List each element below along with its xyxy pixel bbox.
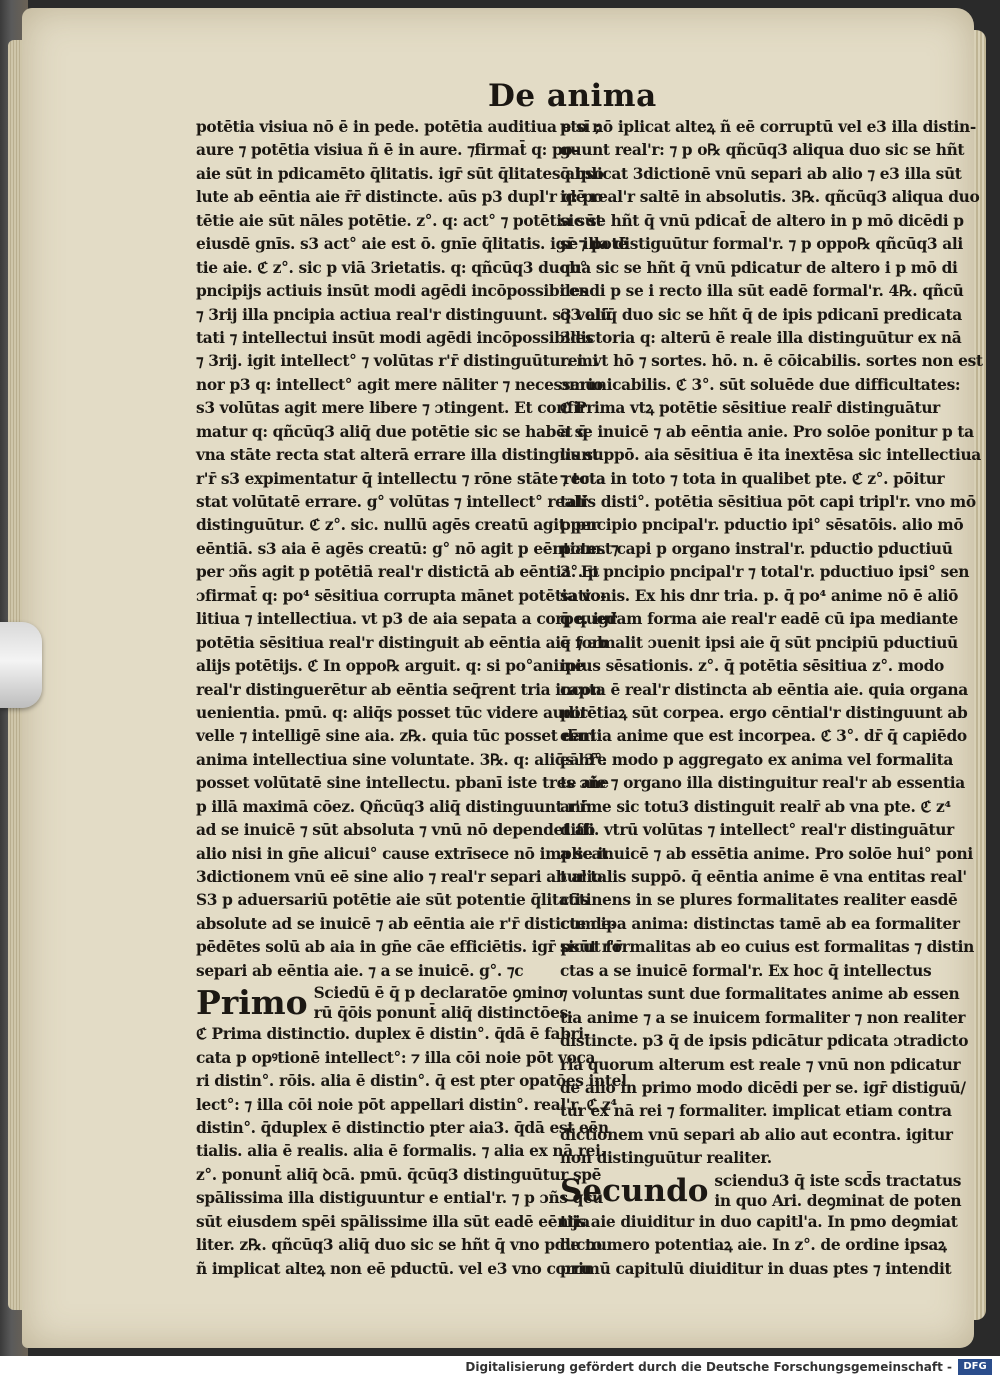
text-line: matur q: qñcūq3 aliq̄ due potētie sic se habēt q̄ — [196, 422, 588, 441]
text-line: capta ē real'r distincta ab eēntia aie. quia organa — [560, 680, 968, 699]
text-line: ria quorum alterum est reale ⁊ vnū non pdicatur — [560, 1055, 961, 1074]
text-line: anime sic totu3 distinguit realr̄ ab vna pte. ℭ z⁴ — [560, 797, 951, 816]
text-line: lis suppō. aia sēsitiua ē ita inextēsa sic intellectiua — [560, 446, 981, 465]
text-line: anima intellectiua sine voluntate. 3℞. q: aliq̄s hr̄e — [196, 750, 607, 769]
primo-initial-word: Primo — [196, 983, 308, 1023]
text-line: ⁊ tota in toto ⁊ tota in qualibet pte. ℭ z°. pōitur — [560, 469, 945, 488]
running-head: De anima — [488, 78, 657, 114]
text-line: eā 3°. modo p aggregato ex anima vel formalita — [560, 750, 953, 769]
text-line: ɔmunicabilis. ℭ 3°. sūt soluēde due difficultates: — [560, 375, 961, 394]
text-line: talis disti°. potētia sēsitiua pōt capi tripl'r. vno mō — [560, 493, 976, 511]
text-line: ipius sēsationis. z°. q̄ potētia sēsitiua z°. modo — [560, 657, 944, 676]
text-line: tur talis suppō. q̄ eēntia anime ē vna entitas real' — [560, 868, 967, 886]
text-line: non distinguūtur realiter. — [560, 1149, 772, 1168]
heading-line: rū q̄ōis ponunt̄ aliq̄ distinctōes. — [313, 1004, 573, 1023]
text-line: ɔfirmat̄ q: po⁴ sēsitiua corrupta mānet potētia vo‑ — [196, 586, 607, 605]
text-line: real'r distinguerētur ab eēntia seq̄rent tria incon — [196, 680, 602, 699]
text-line: alio nisi in gn̄e alicui° cause extrīsece nō implicat — [196, 844, 608, 863]
dfg-logo: DFG — [958, 1359, 992, 1375]
text-line: 3dictionem vnū eē sine alio ⁊ real'r separi ab alio. — [196, 868, 607, 886]
text-line: q̄ iplicat 3dictionē vnū separi ab alio ⁊ e3 illa sūt — [560, 164, 962, 183]
text-line: se illa distiguūtur formal'r. ⁊ p oppo℞ qñcūq3 ali — [560, 235, 963, 254]
text-line: pncipijs actiuis insūt modi agēdi incōpossibiles — [196, 282, 589, 301]
text-line: potētia sēsitiua real'r distinguit ab eēntia aie ⁊ ab — [196, 633, 608, 652]
text-line: lect°: ⁊ illa cōi noie pōt appellari distin°. real'r. ℭ z⁴ — [196, 1095, 617, 1114]
text-line: rei. vt hō ⁊ sortes. hō. n. ē cōicabilis. sortes non est — [560, 352, 983, 371]
text-line: per ɔñs agit p potētiā real'r distictā ab eēntia. Et — [196, 563, 600, 582]
left-column — [196, 116, 628, 1281]
text-line: posset volūtatē sine intellectu. pbanī iste tres ɔñe — [196, 774, 609, 793]
text-line: r'r̄ s3 expimentatur q̄ intellectu ⁊ rōne stāte recta — [196, 469, 606, 488]
text-line: sicut formalitas ab eo cuius est formalitas ⁊ distin — [560, 938, 974, 957]
text-line: ⁊ voluntas sunt due formalitates anime ab essen — [560, 985, 960, 1004]
text-line: guunt real'r: ⁊ p o℞ qñcūq3 aliqua duo sic se hñt — [560, 141, 965, 160]
text-line: distin°. q̄duplex ē distinctio pter aia3. q̄dā est eēn — [196, 1118, 609, 1137]
text-line: absolute ad se inuicē ⁊ ab eēntia aie r'r̄ disticte de‑ — [196, 914, 617, 933]
text-line: eēntiā. s3 aia ē agēs creatū: g° nō agit p eēntiam. ⁊ — [196, 539, 619, 558]
text-line: pto nō iplicat alteꝝ ñ eē corruptū vel e3 illa distin‑ — [560, 118, 976, 136]
text-line: aure ⁊ potētia visiua ñ ē in aure. ⁊firmat̄ q: po‑ — [196, 141, 579, 160]
text-line: sūt eiusdem spēi spālissime illa sūt eadē eēntia — [196, 1212, 590, 1231]
text-line: distinguūtur. ℭ z°. sic. nullū agēs creatū agit per — [196, 516, 599, 535]
footer-credit: Digitalisierung gefördert durch die Deutsche Forschungsgemeinschaft - — [465, 1360, 952, 1374]
text-line: primū capitulū diuiditur in duas ptes ⁊ intendit — [560, 1259, 952, 1278]
text-line: ⁊ 3rij illa pncipia actiua real'r distinguunt. s3 volū — [196, 305, 611, 324]
text-line: dictionem vnū separi ab alio aut econtra. igitur — [560, 1125, 953, 1144]
text-line: separi ab eēntia aie. ⁊ a se inuicē. g°. ⁊c — [196, 961, 524, 980]
text-line: 3dictoria q: alterū ē reale illa distinguūtur ex nā — [560, 328, 962, 347]
text-line: tati ⁊ intellectui insūt modi agēdi incōpossibiles — [196, 328, 594, 347]
text-line: alijs potētijs. ℭ In oppo℞ arguit. q: si po°anime — [196, 657, 585, 676]
text-line: idē real'r saltē in absolutis. 3℞. qñcūq3 aliqua duo — [560, 188, 980, 207]
text-line: pēdētes solū ab aia in gn̄e cāe efficiētis. igr̄ psūt r'r̄ — [196, 938, 622, 957]
text-line: cum ipa anima: distinctas tamē ab ea formaliter — [560, 914, 960, 933]
text-line: cōtinens in se plures formalitates realiter easdē — [560, 891, 958, 910]
text-line: stat volūtatē errare. g° volūtas ⁊ intellect° realr̄ — [196, 493, 588, 511]
text-line: a se inuicē ⁊ ab essētia anime. Pro solōe hui° poni — [560, 844, 973, 863]
text-line: de numero potentiaꝝ aie. In z°. de ordine ipsaꝝ — [560, 1236, 947, 1255]
text-line: uenientia. pmū. q: aliq̄s posset tūc videre audire — [196, 703, 597, 722]
text-line: tētie aie sūt nāles potētie. z°. q: act° ⁊ potētia sūt — [196, 211, 603, 230]
text-line: eēntia anime que est incorpea. ℭ 3°. dr̄ q̄ capiēdo — [560, 727, 967, 746]
text-line: te aie ⁊ organo illa distinguitur real'r ab essentia — [560, 774, 965, 793]
text-line: ri distin°. rōis. alia ē distin°. q̄ est pter opatōes intel — [196, 1072, 627, 1091]
text-line: ctas a se inuicē formal'r. Ex hoc q̄ intellectus — [560, 961, 932, 980]
right-column — [560, 116, 983, 1281]
text-line: tialis. alia ē realis. alia ē formalis. ⁊ alia ex nā rei. — [196, 1142, 606, 1161]
text-line: distincte. p3 q̄ de ipsis pdicātur pdicata ɔtradicto — [560, 1032, 969, 1051]
text-line: diffi. vtrū volūtas ⁊ intellect° real'r distinguātur — [560, 821, 954, 840]
text-line: sationis. Ex his dnr tria. p. q̄ po⁴ anime nō ē aliō — [560, 586, 958, 605]
text-line: liter. z℞. qñcūq3 aliq̄ duo sic se hñt q̄ vno pducto — [196, 1236, 602, 1255]
text-line: z°. ponunt̄ aliq̄ ꝺcā. pmū. q̄cūq3 distinguūtur spē — [196, 1165, 602, 1184]
heading-line: in quo Ari. deꝯminat de poten — [714, 1191, 962, 1210]
footer-bar — [0, 1356, 1000, 1380]
text-line: s3 volūtas agit mere libere ⁊ ɔtingent. Et confir — [196, 399, 587, 418]
text-line: ℭ Prima vtꝝ potētie sēsitiue realr̄ distinguātur — [560, 399, 940, 418]
text-line: ℭ Prima distinctio. duplex ē distin°. q̄dā ē fabri‑ — [196, 1025, 590, 1044]
text-line: a se inuicē ⁊ ab eēntia anie. Pro solōe ponitur p ta — [560, 422, 974, 441]
text-line: ⁊ 3rij. igit intellect° ⁊ volūtas r'r̄ distinguūtur. mi — [196, 352, 598, 371]
text-line: eiusdē gnīs. s3 act° aie est ō. gnīe q̄litatis. igr̄ ⁊ potē — [196, 235, 628, 254]
text-line: p illā maximā cōez. Qñcūq3 aliq̄ distinguunt r'r̄ — [196, 797, 588, 816]
text-line: potētiaꝝ sūt corpea. ergo cēntial'r distinguunt ab — [560, 703, 968, 722]
heading-line: Sciedū ē q̄ p declaratōe ꝯmino — [313, 984, 564, 1003]
book-page — [22, 8, 983, 1348]
text-line: aie sūt in pdicamēto q̄litatis. igr̄ sūt q̄litates abso — [196, 164, 604, 183]
text-line: potētia visiua nō ē in pede. potētia auditiua e sī ; — [196, 118, 601, 136]
text-line: tur ex nā rei ⁊ formaliter. implicat etiam contra — [560, 1102, 952, 1121]
text-line: tie aie. ℭ z°. sic p viā 3rietatis. q: qñcūq3 duob° — [196, 258, 588, 277]
primo-heading — [196, 983, 573, 1023]
heading-line: sciendu3 q̄ iste scd̄s tractatus — [714, 1171, 962, 1190]
text-line: litiua ⁊ intellectiua. vt p3 de aia sepata a corpe. igr̄ — [196, 610, 617, 629]
text-line: ad se inuicē ⁊ sūt absoluta ⁊ vnū nō dependet ab — [196, 821, 595, 840]
secundo-heading — [560, 1171, 962, 1211]
text-line: potest capi p organo instral'r. pductio pductiuū — [560, 539, 953, 558]
text-line: de alio in primo modo dicēdi per se. igr̄ distiguū/ — [560, 1078, 966, 1097]
text-line: lute ab eēntia aie r̄r̄ distincte. aūs p3 dupl'r q: po — [196, 188, 603, 207]
secundo-initial-word: Secundo — [560, 1172, 709, 1209]
text-line: qua sic se hñt q̄ vnū pdicatur de altero i p mō di — [560, 258, 958, 277]
text-line: cata p opꝰtionē intellect°: ⁊ illa cōi noie pōt voca — [196, 1048, 596, 1067]
text-line: p pncipio pncipal'r. pductio ipi° sēsatōis. alio mō — [560, 516, 964, 535]
text-line: ñ implicat alteꝝ non eē pductū. vel e3 vno corru — [196, 1259, 592, 1278]
text-line: cendi p se i recto illa sūt eadē formal'r. 4℞. qñcū — [560, 282, 964, 301]
text-line: sic se hñt q̄ vnū pdicat̄ de altero in p mō dicēdi p — [560, 211, 964, 230]
text-line: S3 p aduersariū potētie aie sūt potentie q̄litatis — [196, 891, 589, 910]
text-line: velle ⁊ intelligē sine aia. z℞. quia tūc posset dari — [196, 727, 596, 746]
text-line: spālissima illa distiguuntur e ential'r. ⁊ p ɔñs q̄cū — [196, 1189, 603, 1208]
text-line: q̄ quedam forma aie real'r eadē cū ipa mediante — [560, 610, 958, 629]
text-line: q̄ formalit ɔuenit ipsi aie q̄ sūt pncipiū pductiuū — [560, 633, 958, 652]
text-line: q3 aliq̄ duo sic se hñt q̄ de ipis pdicanī predicata — [560, 305, 962, 324]
text-line: 3°. p pncipio pncipal'r ⁊ total'r. pductiuo ipsi° sen — [560, 563, 970, 582]
text-line: nor p3 q: intellect° agit mere nāliter ⁊ necessario — [196, 375, 603, 394]
text-line: tijs aie diuiditur in duo capitl'a. In pmo deꝯmiat — [560, 1212, 958, 1231]
text-line: tia anime ⁊ a se inuicem formaliter ⁊ non realiter — [560, 1008, 966, 1027]
text-line: vna stāte recta stat alterā errare illa distinguunt — [196, 446, 599, 465]
page-clip — [0, 622, 42, 708]
